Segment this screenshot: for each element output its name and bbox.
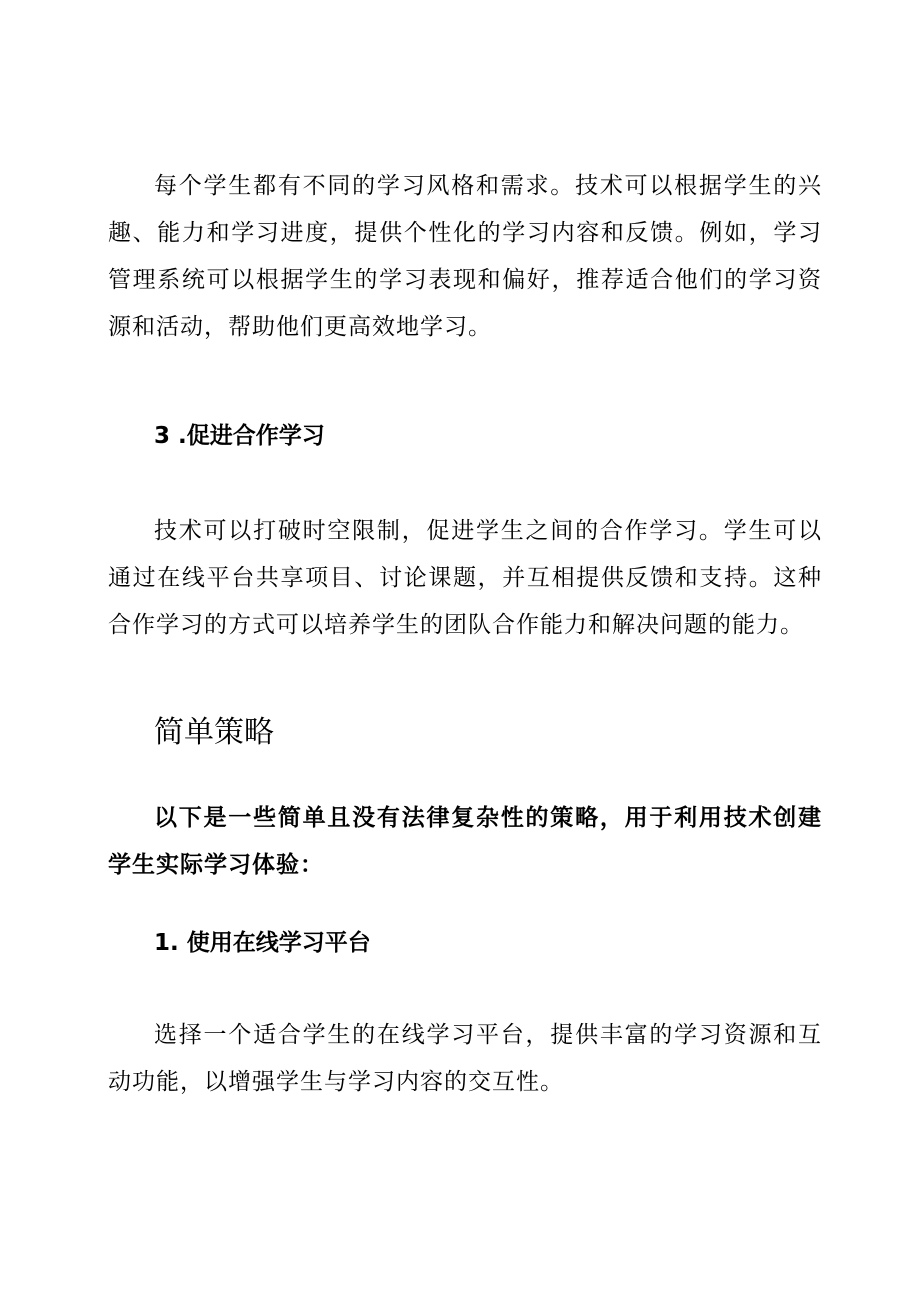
paragraph-collaborative-learning: 技术可以打破时空限制，促进学生之间的合作学习。学生可以通过在线平台共享项目、讨论课题，并互相提供反馈和支持。这种合作学习的方式可以培养学生的团队合作能力和解决问题的能力。 <box>108 518 822 638</box>
heading-collaborative-learning: 3 .促进合作学习 <box>154 423 325 449</box>
heading-online-platform: 1. 使用在线学习平台 <box>154 930 371 956</box>
paragraph-personalized-learning: 每个学生都有不同的学习风格和需求。技术可以根据学生的兴趣、能力和学习进度，提供个性化的学习内容和反馈。例如，学习管理系统可以根据学生的学习表现和偏好，推荐适合他们的学习资源和活动，帮助他们更高效地学习。 <box>108 173 822 340</box>
paragraph-strategies-intro: 以下是一些简单且没有法律复杂性的策略，用于利用技术创建学生实际学习体验： <box>108 805 822 878</box>
section-title-simple-strategies: 简单策略 <box>154 715 274 750</box>
paragraph-online-platform: 选择一个适合学生的在线学习平台，提供丰富的学习资源和互动功能，以增强学生与学习内容的交互性。 <box>108 1022 822 1095</box>
